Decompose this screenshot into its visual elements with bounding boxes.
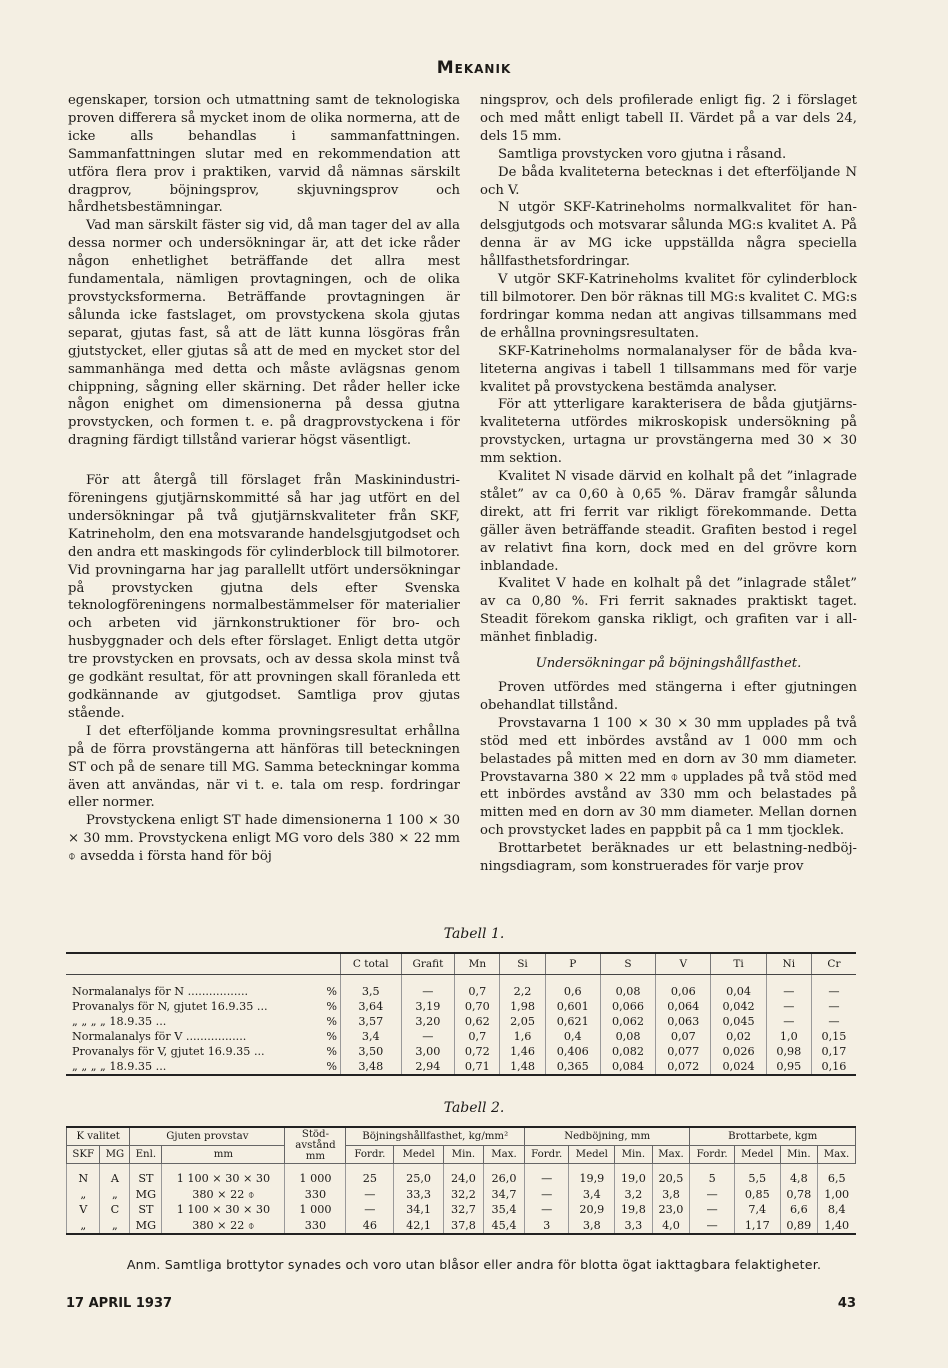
table2-cell: 3,3 — [615, 1218, 652, 1235]
table2-cell: A — [100, 1164, 130, 1187]
table2-cell: — — [524, 1187, 568, 1203]
table1-cell: — — [766, 999, 811, 1014]
table1-cell: 0,365 — [545, 1059, 600, 1075]
table1-cell: — — [766, 975, 811, 1000]
table1-header-cell: Cr — [811, 953, 856, 975]
table2-cell: 6,5 — [817, 1164, 855, 1187]
table1-cell: 0,04 — [711, 975, 766, 1000]
table1-cell: 0,17 — [811, 1044, 856, 1059]
paragraph: Kvalitet V hade en kolhalt på det ”inlagrade stålet” av ca 0,80 %. Fri ferrit saknades praktiskt taget. Steadit förekom ganska rikligt, och grafiten var i allmänhet finbladig. — [480, 576, 857, 646]
table2-sub-header: Min. — [615, 1146, 652, 1164]
table1-header-cell: V — [656, 953, 711, 975]
table1-header-cell: Si — [500, 953, 545, 975]
table1-cell: 0,95 — [766, 1059, 811, 1075]
table2-cell: — — [690, 1218, 734, 1235]
table1-cell: 3,00 — [401, 1044, 455, 1059]
table1-cell: 0,70 — [455, 999, 500, 1014]
table1-header-cell: S — [600, 953, 655, 975]
table2-cell: 3,2 — [615, 1187, 652, 1203]
table2-cell: V — [67, 1202, 100, 1218]
table2-sub-header: Max. — [652, 1146, 690, 1164]
table2-cell: 20,5 — [652, 1164, 690, 1187]
table1-header-cell: Mn — [455, 953, 500, 975]
table1-cell: 0,15 — [811, 1029, 856, 1044]
table1-cell: 2,05 — [500, 1014, 545, 1029]
table1-cell: 0,08 — [600, 975, 655, 1000]
paragraph: I det efterföljande komma provningsresultat erhållna på de förra provstängerna att hänföras till beteckningen ST och på de senare till MG. Samma beteckningar komma även att användas, när vi t. e. tala om resp. fordringar eller normer. — [68, 723, 460, 811]
table1-cell: 1,48 — [500, 1059, 545, 1075]
table2-cell: — — [690, 1202, 734, 1218]
paragraph: Provstyckena enligt ST hade dimensionerna 1 100 × 30 × 30 mm. Provstyckena enligt MG voro dels 380 × 22 mm ⌽ avsedda i första hand för böj — [68, 813, 460, 865]
table2-cell: 1 100 × 30 × 30 — [162, 1202, 285, 1218]
table1-row-label: „ „ „ „ 18.9.35 ... — [72, 1060, 167, 1073]
table2-cell: 4,0 — [652, 1218, 690, 1235]
table1-cell: 0,072 — [656, 1059, 711, 1075]
table1-cell: 0,72 — [455, 1044, 500, 1059]
paragraph: Samtliga provstycken voro gjutna i råsand. — [498, 146, 787, 162]
table1-unit: % — [326, 1060, 337, 1073]
table1-cell: 1,46 — [500, 1044, 545, 1059]
table2-cell: 1,40 — [817, 1218, 855, 1235]
table2-cell: C — [100, 1202, 130, 1218]
table2-cell: MG — [130, 1187, 162, 1203]
table1-cell: — — [401, 975, 455, 1000]
table2-cell: 3,8 — [569, 1218, 615, 1235]
table2-sub-header: Fordr. — [346, 1146, 394, 1164]
table2-row — [67, 1164, 856, 1187]
table1-row — [66, 1014, 856, 1029]
table1-cell: 3,20 — [401, 1014, 455, 1029]
table2-group-header: Gjuten provstav — [130, 1127, 285, 1146]
table2-cell: 5 — [690, 1164, 734, 1187]
table1-cell: 1,0 — [766, 1029, 811, 1044]
table2-row — [67, 1218, 856, 1235]
table2-cell: — — [346, 1187, 394, 1203]
table1-unit: % — [326, 1030, 337, 1043]
table2-cell: 32,2 — [443, 1187, 483, 1203]
table1-header-cell: Grafit — [401, 953, 455, 975]
table1-cell: 1,98 — [500, 999, 545, 1014]
table1-header-cell: C total — [341, 953, 402, 975]
table2-sub-header: Medel — [569, 1146, 615, 1164]
table2-cell: „ — [100, 1218, 130, 1235]
section-heading: Undersökningar på böjningshållfasthet. — [535, 656, 802, 672]
table1-cell: 0,064 — [656, 999, 711, 1014]
table2-sub-header: Enl. — [130, 1146, 162, 1164]
table2-sub-header: Medel — [734, 1146, 780, 1164]
table-note: Anm. Samtliga brottytor synades och voro utan blåsor eller andra för blotta ögat iakttagbara felaktigheter. — [126, 1257, 822, 1272]
table1-header-cell: P — [545, 953, 600, 975]
table1-row-label: Provanalys för N, gjutet 16.9.35 ... — [72, 1000, 268, 1013]
table1-cell: 0,08 — [600, 1029, 655, 1044]
paragraph: N utgör SKF-Katrineholms normalkvalitet för handelsgjutgods och motsvarar sålunda MG:s kvalitet A. På denna är av MG icke uppställda några speciella hållfasthetsfordringar. — [480, 200, 857, 270]
table2-cell: 37,8 — [443, 1218, 483, 1235]
table1-cell: — — [811, 975, 856, 1000]
table1-cell: 3,4 — [341, 1029, 402, 1044]
table1-cell: 3,57 — [341, 1014, 402, 1029]
table1-cell: 0,07 — [656, 1029, 711, 1044]
paragraph: ningsprov, och dels profilerade enligt fig. 2 i förslaget och med mått enligt tabell II. Värdet på a var dels 24, dels 15 mm. — [480, 93, 857, 144]
table1-cell: 0,62 — [455, 1014, 500, 1029]
table1-cell: 0,082 — [600, 1044, 655, 1059]
table1-cell: 0,7 — [455, 975, 500, 1000]
table1-unit: % — [326, 1015, 337, 1028]
table2-cell: 26,0 — [484, 1164, 525, 1187]
table2-cell: 1 100 × 30 × 30 — [162, 1164, 285, 1187]
table1-cell: 2,2 — [500, 975, 545, 1000]
table1-cell: 3,5 — [341, 975, 402, 1000]
table1-cell: 3,48 — [341, 1059, 402, 1075]
table1-cell: 0,7 — [455, 1029, 500, 1044]
table1-cell: 0,98 — [766, 1044, 811, 1059]
table1-cell: 1,6 — [500, 1029, 545, 1044]
paragraph: För att återgå till förslaget från Maskinindustriföreningens gjutjärnskommitté så har jag utfört en del undersökningar på två gjutjärnskvaliteter från SKF, Katrineholm, den ena motsvarande handelsgjutgodset och den andra ett maskingods för cylinderblock till bilmotorer. Vid provningarna har jag parallellt utfört undersökningar på provstycken gjutna dels efter Svenska teknologföreningens normalbestämmelser för materialier och arbeten vid järnkonstruktioner för bro- och husbyggnader och dels efter förslaget. Enligt detta utgör tre provstycken en provsats, och av dessa skola minst två ge godkänt resultat, för att provningen skall föranleda ett godkännande av gjutgodset. Samtliga prov gjutas stående. — [68, 473, 460, 721]
paragraph: egenskaper, torsion och utmattning samt de teknologiska proven differera så mycket inom de olika normerna, att de icke alls behandlas i sammanfattningen. Sammanfattningen slutar med en rekommendation att utföra flera prov i praktiken, varvid då nämnas särskilt dragprov, böjningsprov, skjuvningsprov och hårdhetsbestämningar. — [68, 93, 460, 216]
table2-cell: 8,4 — [817, 1202, 855, 1218]
table2-cell: 330 — [285, 1218, 346, 1235]
table1-cell: 3,19 — [401, 999, 455, 1014]
table1-row — [66, 1059, 856, 1075]
table2-row — [67, 1187, 856, 1203]
table2-sub-header: Max. — [817, 1146, 855, 1164]
table2-cell: 3 — [524, 1218, 568, 1235]
table2-cell: 1 000 — [285, 1164, 346, 1187]
table1-cell: 0,084 — [600, 1059, 655, 1075]
paragraph: V utgör SKF-Katrineholms kvalitet för cylinderblock till bilmotorer. Den bör räknas till MG:s kvalitet C. MG:s fordringar komma nedan att angivas tillsammans med de erhållna provningsresultaten. — [480, 272, 857, 341]
table1-row-label: „ „ „ „ 18.9.35 ... — [72, 1015, 167, 1028]
page-header: Mekanik — [436, 58, 512, 78]
table2-cell: 23,0 — [652, 1202, 690, 1218]
table2-cell: 1,17 — [734, 1218, 780, 1235]
table2-cell: 34,1 — [394, 1202, 443, 1218]
right-column — [480, 92, 857, 876]
table2-cell: 20,9 — [569, 1202, 615, 1218]
table2-sub-header: Fordr. — [524, 1146, 568, 1164]
footer-page-number: 43 — [837, 1296, 856, 1311]
table2-cell: 19,0 — [615, 1164, 652, 1187]
paragraph: Kvalitet N visade därvid en kolhalt på det ”inlagrade stålet” av ca 0,60 à 0,65 %. Därav framgår sålunda direkt, att fri ferrit var rikligt förekommande. Detta gäller även beträffande steadit. Grafiten bestod i regel av relativt fina korn, dock med en del grövre korn inblandade. — [480, 469, 857, 574]
table2-sub-header: Min. — [780, 1146, 817, 1164]
table1-cell: 0,045 — [711, 1014, 766, 1029]
table2-cell: 35,4 — [484, 1202, 525, 1218]
table2-sub-header: Max. — [484, 1146, 525, 1164]
table1 — [66, 952, 856, 1076]
table2-caption: Tabell 2. — [443, 1100, 505, 1116]
table2-cell: 25 — [346, 1164, 394, 1187]
table2-cell: 1 000 — [285, 1202, 346, 1218]
table1-row — [66, 975, 856, 1000]
table1-cell: 0,06 — [656, 975, 711, 1000]
table1-header-cell: Ni — [766, 953, 811, 975]
table1-cell: 2,94 — [401, 1059, 455, 1075]
table2-row — [67, 1202, 856, 1218]
table1-cell: 0,6 — [545, 975, 600, 1000]
table2-cell: 7,4 — [734, 1202, 780, 1218]
table1-cell: — — [811, 1014, 856, 1029]
table2-cell: 32,7 — [443, 1202, 483, 1218]
table2-group-header: Böjningshållfasthet, kg/mm² — [346, 1127, 525, 1146]
table1-cell: 0,042 — [711, 999, 766, 1014]
table2-cell: ST — [130, 1202, 162, 1218]
table2 — [66, 1126, 856, 1235]
table2-cell: 3,4 — [569, 1187, 615, 1203]
table2-group-header: Nedböjning, mm — [524, 1127, 689, 1146]
table2-cell: „ — [100, 1187, 130, 1203]
table2-cell: 380 × 22 ⌽ — [162, 1218, 285, 1235]
table1-cell: 0,406 — [545, 1044, 600, 1059]
table1-cell: 0,621 — [545, 1014, 600, 1029]
table2-cell: 19,8 — [615, 1202, 652, 1218]
paragraph: SKF-Katrineholms normalanalyser för de båda kvaliteterna angivas i tabell 1 tillsammans med för varje kvalitet på provstyckena bestämda analyser. — [480, 343, 857, 395]
table2-cell: 0,85 — [734, 1187, 780, 1203]
table2-sub-header: Medel — [394, 1146, 443, 1164]
table1-unit: % — [326, 1000, 337, 1013]
table2-group-header: K valitet — [67, 1127, 130, 1146]
paragraph: Proven utfördes med stängerna i efter gjutningen obehandlat tillstånd. — [480, 680, 857, 713]
table2-cell: 34,7 — [484, 1187, 525, 1203]
table1-cell: 0,063 — [656, 1014, 711, 1029]
table1-unit: % — [326, 985, 337, 998]
footer-date: 17 APRIL 1937 — [66, 1296, 173, 1311]
table2-cell: ST — [130, 1164, 162, 1187]
table2-cell: 3,8 — [652, 1187, 690, 1203]
table2-cell: 45,4 — [484, 1218, 525, 1235]
table1-cell: 0,4 — [545, 1029, 600, 1044]
table1-row-label: Provanalys för V, gjutet 16.9.35 ... — [72, 1045, 265, 1058]
table2-cell: 0,78 — [780, 1187, 817, 1203]
table2-cell: — — [524, 1164, 568, 1187]
table2-cell: — — [690, 1187, 734, 1203]
table1-row — [66, 999, 856, 1014]
table1-cell: 0,026 — [711, 1044, 766, 1059]
table2-cell: 4,8 — [780, 1164, 817, 1187]
table2-cell: MG — [130, 1218, 162, 1235]
table2-cell: 19,9 — [569, 1164, 615, 1187]
paragraph: Vad man särskilt fäster sig vid, då man tager del av alla dessa normer och undersökningar är, att det icke råder någon enhetlighet beträffande det allra mest fundamentala, nämligen provtagningen, och de olika provstycksformerna. Beträffande provtagningen är sålunda icke fastslaget, om provstyckena skola gjutas separat, gjutas fast, så att de lätt kunna lösgöras från gjutstycket, eller gjutas så att de med en mycket stor del sammanhänga med detta och måste avlägsnas genom chippning, sågning eller skärning. Det råder heller icke någon enighet om dimensionerna på dessa gjutna provstycken, och formen t. e. på dragprovstyckena i för dragning färdigt tillstånd varierar högst väsentligt. — [68, 218, 460, 449]
table2-sub-header: MG — [100, 1146, 130, 1164]
table1-row-label: Normalanalys för N ................. — [72, 985, 249, 998]
table2-sub-header: mm — [162, 1146, 285, 1164]
left-column — [68, 92, 460, 866]
paragraph: För att ytterligare karakterisera de båda gjutjärnskvaliteterna utfördes mikroskopisk undersökning på provstycken, urtagna ur provstängerna med 30 × 30 mm sektion. — [480, 397, 857, 467]
paragraph: Provstavarna 1 100 × 30 × 30 mm upplades på två stöd med ett inbördes avstånd av 1 000 mm och belastades på mitten med en dorn av 30 mm diameter. Provstavarna 380 × 22 mm ⌽ upplades på två stöd med ett inbördes avstånd av 330 mm och belastades på mitten med en dorn av 30 mm diameter. Mellan dornen och provstycket lades en pappbit på ca 1 mm tjocklek. — [480, 715, 857, 839]
table2-cell: 25,0 — [394, 1164, 443, 1187]
table1-row-label: Normalanalys för V ................. — [72, 1030, 247, 1043]
table2-group-header: Brottarbete, kgm — [690, 1127, 856, 1146]
table2-group-header: Stöd-avstånd mm — [285, 1127, 346, 1164]
table1-unit: % — [326, 1045, 337, 1058]
table1-cell: 0,066 — [600, 999, 655, 1014]
table2-sub-header: Min. — [443, 1146, 483, 1164]
table2-cell: 46 — [346, 1218, 394, 1235]
table1-row — [66, 1044, 856, 1059]
paragraph: Brottarbetet beräknades ur ett belastning-nedböjningsdiagram, som konstruerades för varje prov — [480, 841, 857, 875]
table2-sub-header: Fordr. — [690, 1146, 734, 1164]
table1-cell: 0,062 — [600, 1014, 655, 1029]
table2-cell: — — [524, 1202, 568, 1218]
table1-cell: — — [766, 1014, 811, 1029]
table2-cell: 6,6 — [780, 1202, 817, 1218]
table1-cell: — — [401, 1029, 455, 1044]
table1-cell: 0,601 — [545, 999, 600, 1014]
table1-cell: — — [811, 999, 856, 1014]
table1-header-cell: Ti — [711, 953, 766, 975]
table2-cell: 5,5 — [734, 1164, 780, 1187]
table1-cell: 0,077 — [656, 1044, 711, 1059]
table2-cell: 1,00 — [817, 1187, 855, 1203]
table1-cell: 3,64 — [341, 999, 402, 1014]
table1-cell: 0,71 — [455, 1059, 500, 1075]
table2-cell: „ — [67, 1187, 100, 1203]
table2-cell: N — [67, 1164, 100, 1187]
table2-cell: 330 — [285, 1187, 346, 1203]
table1-row — [66, 1029, 856, 1044]
table2-cell: 33,3 — [394, 1187, 443, 1203]
table1-cell: 0,02 — [711, 1029, 766, 1044]
table2-cell: „ — [67, 1218, 100, 1235]
table2-cell: — — [346, 1202, 394, 1218]
table1-cell: 3,50 — [341, 1044, 402, 1059]
table2-cell: 380 × 22 ⌽ — [162, 1187, 285, 1203]
table1-cell: 0,16 — [811, 1059, 856, 1075]
table2-sub-header: SKF — [67, 1146, 100, 1164]
table1-caption: Tabell 1. — [443, 926, 505, 942]
table2-cell: 24,0 — [443, 1164, 483, 1187]
paragraph: De båda kvaliteterna betecknas i det efterföljande N och V. — [480, 164, 857, 198]
table1-cell: 0,024 — [711, 1059, 766, 1075]
table2-cell: 0,89 — [780, 1218, 817, 1235]
table2-cell: 42,1 — [394, 1218, 443, 1235]
